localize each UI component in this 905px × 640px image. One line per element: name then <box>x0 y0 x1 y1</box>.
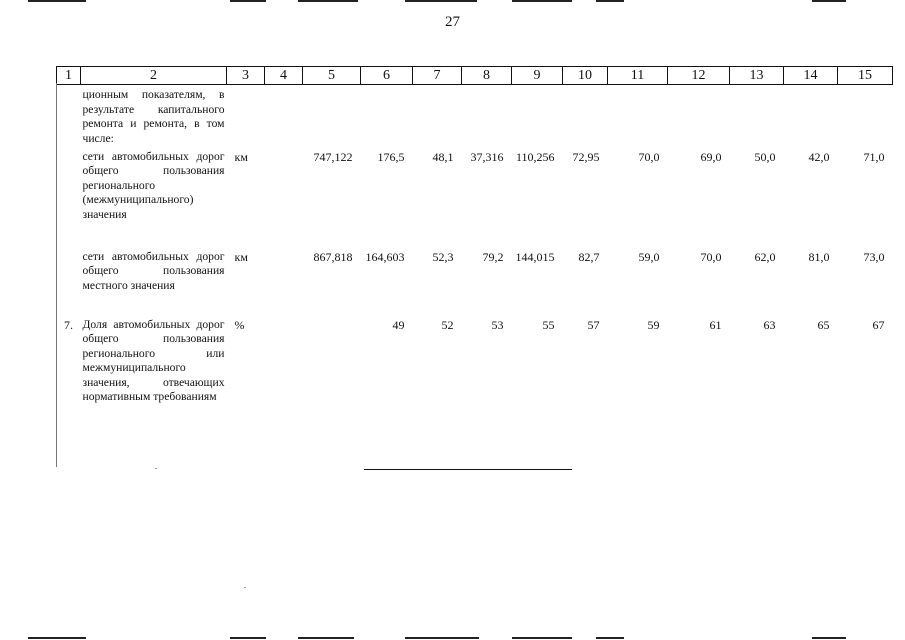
scan-mark <box>405 0 477 2</box>
value-cell: 82,7 <box>578 249 600 264</box>
value-cell: 37,316 <box>470 149 504 164</box>
value-cell: 79,2 <box>482 249 504 264</box>
value-cell <box>838 85 893 150</box>
scan-mark <box>298 0 358 2</box>
value-cell <box>265 318 303 442</box>
value-cell: 867,818 <box>313 249 353 264</box>
value-cell: 176,5 <box>377 149 405 164</box>
value-cell <box>668 85 730 150</box>
row-index <box>57 85 81 150</box>
scan-mark <box>812 637 846 639</box>
column-header: 4 <box>265 67 303 85</box>
row-index <box>57 250 81 318</box>
scan-mark <box>298 637 354 639</box>
value-cell: 72,95 <box>572 149 600 164</box>
value-cell <box>265 250 303 318</box>
unit-cell: км <box>234 249 248 264</box>
row-index <box>57 150 81 250</box>
table-left-rule <box>56 83 57 467</box>
column-header: 8 <box>462 67 512 85</box>
value-cell: 48,1 <box>432 149 454 164</box>
table-row <box>57 85 893 150</box>
value-cell <box>512 85 563 150</box>
column-header: 5 <box>303 67 361 85</box>
column-header: 7 <box>413 67 462 85</box>
value-cell <box>784 85 838 150</box>
value-cell: 63 <box>763 317 776 332</box>
value-cell <box>462 85 512 150</box>
column-header: 6 <box>361 67 413 85</box>
scan-mark <box>405 637 479 639</box>
end-of-table-rule <box>364 469 572 470</box>
value-cell: 110,256 <box>515 149 555 164</box>
value-cell: 59 <box>647 317 660 332</box>
column-header: 3 <box>227 67 265 85</box>
row-index: 7. <box>64 317 73 332</box>
value-cell: 55 <box>542 317 555 332</box>
value-cell: 73,0 <box>863 249 885 264</box>
value-cell: 81,0 <box>808 249 830 264</box>
scan-mark <box>512 637 572 639</box>
scan-mark <box>596 637 624 639</box>
column-header: 14 <box>784 67 838 85</box>
value-cell: 52,3 <box>432 249 454 264</box>
column-header: 2 <box>81 67 227 85</box>
value-cell <box>361 85 413 150</box>
value-cell: 70,0 <box>700 249 722 264</box>
value-cell: 59,0 <box>638 249 660 264</box>
value-cell: 52 <box>441 317 454 332</box>
table-row <box>57 150 893 250</box>
value-cell: 53 <box>491 317 504 332</box>
value-cell <box>303 85 361 150</box>
value-cell: 747,122 <box>313 149 353 164</box>
indicator-name: сети автомобильных дорог общего пользования регионального (межмуниципального) значения <box>82 149 225 221</box>
value-cell <box>608 85 668 150</box>
scan-mark <box>812 0 846 2</box>
unit-cell: км <box>234 149 248 164</box>
column-header: 13 <box>730 67 784 85</box>
scan-mark <box>28 0 86 2</box>
column-header: 1 <box>57 67 81 85</box>
column-header: 9 <box>512 67 563 85</box>
page-number: 27 <box>445 14 460 30</box>
column-header: 12 <box>668 67 730 85</box>
value-cell: 62,0 <box>754 249 776 264</box>
value-cell <box>563 85 608 150</box>
value-cell <box>413 85 462 150</box>
value-cell: 49 <box>392 317 405 332</box>
indicator-name: Доля автомобильных дорог общего пользования регионального или межмуниципального значения, отвечающих нормативным требованиям <box>82 317 225 403</box>
value-cell: 61 <box>709 317 722 332</box>
table-row <box>57 250 893 318</box>
value-cell: 69,0 <box>700 149 722 164</box>
value-cell: 57 <box>587 317 600 332</box>
value-cell: 164,603 <box>365 249 405 264</box>
column-header: 10 <box>563 67 608 85</box>
scan-mark <box>230 637 266 639</box>
value-cell: 144,015 <box>515 249 555 264</box>
value-cell: 70,0 <box>638 149 660 164</box>
value-cell <box>265 85 303 150</box>
value-cell <box>730 85 784 150</box>
header-row <box>57 67 893 85</box>
column-header: 15 <box>838 67 893 85</box>
scan-speck <box>244 587 246 588</box>
table-row <box>57 318 893 442</box>
indicator-name: сети автомобильных дорог общего пользования местного значения <box>82 249 225 292</box>
scan-mark <box>596 0 624 2</box>
value-cell: 71,0 <box>863 149 885 164</box>
column-header: 11 <box>608 67 668 85</box>
value-cell <box>265 150 303 250</box>
indicator-name: ционным показателям, в результате капитального ремонта и ремонта, в том числе: <box>82 88 225 145</box>
value-cell <box>303 318 361 442</box>
unit-cell: % <box>234 317 245 332</box>
value-cell: 65 <box>817 317 830 332</box>
value-cell: 50,0 <box>754 149 776 164</box>
data-table <box>56 66 893 442</box>
scan-mark <box>28 637 86 639</box>
unit-cell <box>227 85 265 150</box>
value-cell: 67 <box>872 317 885 332</box>
scan-mark <box>230 0 266 2</box>
value-cell: 42,0 <box>808 149 830 164</box>
scan-mark <box>512 0 572 2</box>
scan-speck <box>155 468 157 469</box>
